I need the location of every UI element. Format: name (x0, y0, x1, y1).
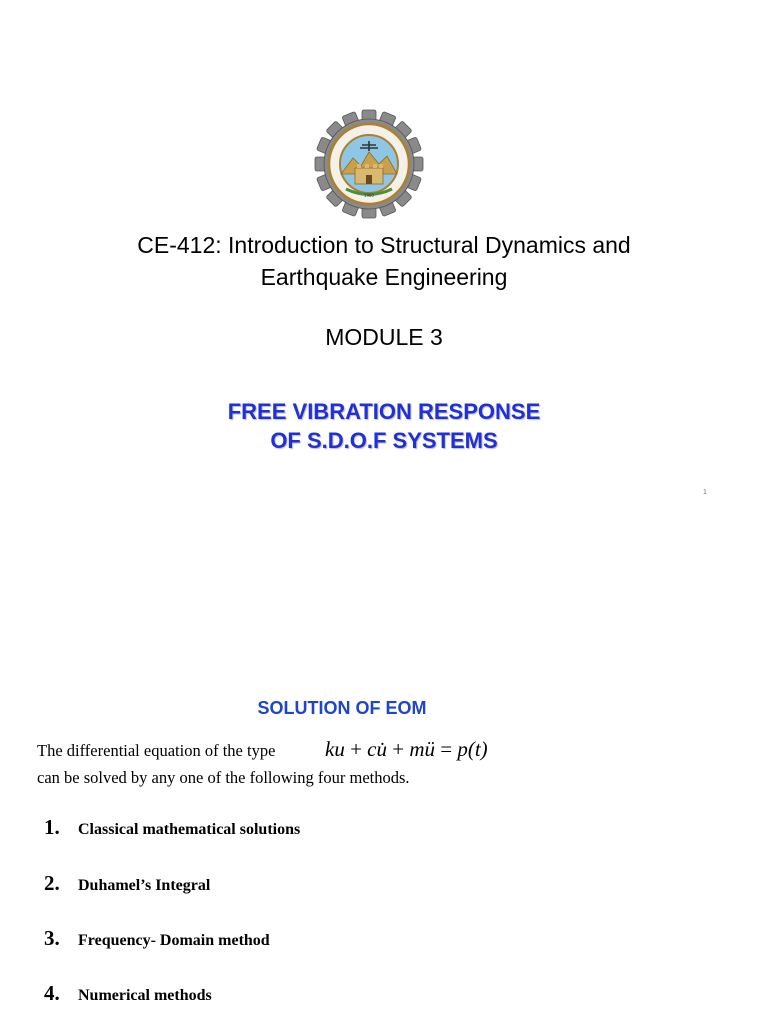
section-heading: SOLUTION OF EOM (257, 698, 427, 718)
topic-title-line1: FREE VIBRATION RESPONSE (227, 399, 541, 424)
intro-text-line2: can be solved by any one of the following four methods. (37, 768, 410, 787)
equation-plus-1: + (350, 737, 362, 761)
equation-term-mass: mü (409, 737, 436, 761)
method-item-2 (44, 871, 210, 901)
method-label: Classical mathematical solutions (78, 821, 301, 838)
equation-term-damping: cu̇ (367, 737, 387, 761)
method-number: 3. (44, 926, 60, 950)
equation-plus-2: + (392, 737, 405, 761)
intro-text-line1: The differential equation of the type (37, 741, 276, 760)
course-title-line1: CE-412: Introduction to Structural Dynamics and (137, 232, 631, 258)
course-title-line2: Earthquake Engineering (260, 264, 508, 290)
method-item-1 (44, 815, 300, 845)
method-number: 1. (44, 815, 60, 839)
equation-of-motion (325, 737, 488, 762)
method-number: 2. (44, 871, 60, 895)
equation-rhs: p(t) (457, 737, 488, 761)
method-number: 4. (44, 981, 60, 1005)
method-label: Frequency- Domain method (78, 932, 270, 949)
equation-term-stiffness: ku (325, 737, 345, 761)
method-label: Duhamel’s Integral (78, 877, 211, 894)
method-label: Numerical methods (78, 987, 212, 1004)
method-item-4 (44, 981, 212, 1011)
equation-equals: = (440, 737, 453, 761)
method-item-3 (44, 926, 270, 956)
university-seal-logo-icon (313, 108, 425, 220)
module-label: MODULE 3 (325, 324, 443, 350)
topic-title-line2: OF S.D.O.F SYSTEMS (270, 428, 498, 453)
slide-number: 1 (703, 489, 707, 496)
logo-year: 1980 (363, 193, 375, 198)
